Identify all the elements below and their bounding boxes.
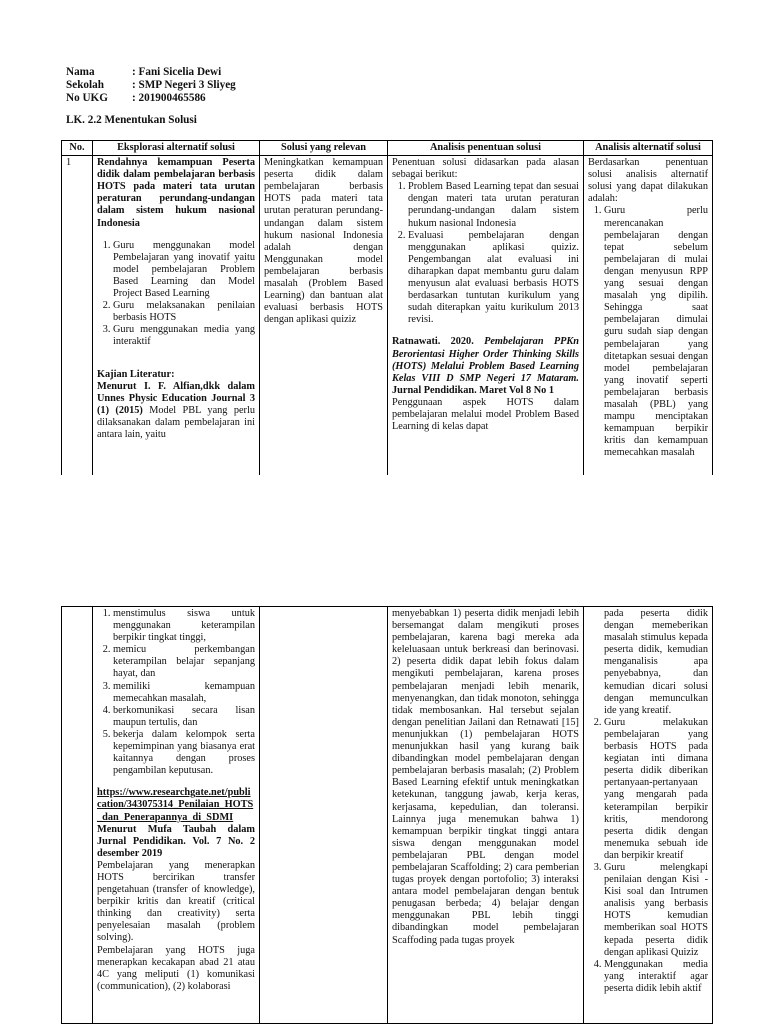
list-item: 2. Guru melaksanakan penilaian berbasis HOTS [113,300,255,324]
nama-label: Nama [66,66,95,78]
row-number: 1 [62,156,93,477]
table-row [62,607,713,1024]
solution-table-continued [61,606,713,1024]
analisis-cell [388,156,584,477]
eksplorasi-cell [93,156,260,477]
row-number-empty [62,607,93,1024]
ref-author: Ratnawati. 2020. [392,336,485,348]
col-analisis-alternatif: Analisis alternatif solusi [584,141,713,156]
kajian-ref: Menurut I. F. Alfian,dkk dalam Unnes Physic Education Journal 3 (1) (2015) [97,380,255,416]
problem-heading: Rendahnya kemampuan Peserta didik dalam pembelajaran berbasis HOTS pada materi tata urutan peraturan perundang-undangan dalam sistem hukum nasional Indonesia [97,157,255,229]
kajian-heading: Kajian Literatur: [97,368,175,380]
col-eksplorasi: Eksplorasi alternatif solusi [93,141,260,156]
list-item: 1. Guru perlu merencanakan pembelajaran dengan tepat sebelum pembelajaran di mulai dengan menyusun RPP yang sesuai dengan masalah yng dipilih. Sehingga saat pembelajaran dimulai guru sudah siap dengan pembelajaran yang ditetapkan sesuai dengan model pembelajaran yang inovatif seperti pembelajaran berbasis masalah (PBL) yang mampu menciptakan kemampuan berpikir kritis dan kemampuan memecahkan masalah [604,205,708,459]
reference-link[interactable]: https://www.researchgate.net/publication/343075314_Penilaian_HOTS_dan_Penerapannya_di_SDMI [97,787,254,823]
list-item: 5. bekerja dalam kelompok serta kepemimpinan yang biasanya erat kaitannya dengan proses pengambilan keputusan. [113,729,255,777]
identity-header [66,66,236,105]
analisis-list [392,181,579,326]
list-item: 3. memiliki kemampuan memecahkan masalah, [113,681,255,705]
alternatif-cell [584,607,713,1024]
lk-title: LK. 2.2 Menentukan Solusi [66,114,197,126]
reference-text: Menurut Mufa Taubah dalam Jurnal Pendidikan. Vol. 7 No. 2 desember 2019 [97,823,255,859]
paragraph: Pembelajaran yang HOTS juga menerapkan kecakapan abad 21 atau 4C yang meliputi (1) komunikasi (communication), (2) kolaborasi [97,944,255,992]
alternatif-continued: pada peserta didik dengan memeberikan masalah stimulus kepada peserta didik, kemudian menganalisis apa penyebabnya, dan kemudian dicari solusi dengan memunculkan ide yang kreatif. [604,608,708,716]
kajian-text: Model PBL yang perlu dilaksanakan dalam pembelajaran ini antara lain, yaitu [97,404,255,440]
paragraph: Pembelajaran yang menerapkan HOTS bercirikan transfer pengetahuan (transfer of knowledge), berpikir kritis dan kreatif (critical thinking dan creativity) serta penyelesaian masalah (problem solving). [97,859,255,944]
list-item: 1. Guru menggunakan model Pembelajaran yang inovatif yaitu model pembelajaran Problem Based Learning dan Model Project Based Learning [113,240,255,300]
page-gap [0,475,768,605]
eksplorasi-list [97,240,255,349]
alternatif-intro: Berdasarkan penentuan solusi analisis alternatif solusi yang dapat dilakukan adalah: [588,157,708,205]
col-analisis-penentuan: Analisis penentuan solusi [388,141,584,156]
list-item: 3. Guru menggunakan media yang interaktif [113,324,255,348]
ref-title: Pembelajaran PPKn Berorientasi Higher Order Thinking Skills (HOTS) Melalui Problem Based Learning Kelas VIII D SMP Negeri 17 Mataram. [392,336,579,384]
list-item: 3. Guru melengkapi penilaian dengan Kisi - Kisi soal dan Intrumen analisis yang berbasis HOTS kemudian memberikan soal HOTS kepada peserta didik dengan aplikasi Quiziz [604,862,708,959]
list-item: 2. memicu perkembangan keterampilan belajar sepanjang hayat, dan [113,644,255,680]
nama-value: : Fani Sicelia Dewi [132,66,222,78]
ref-journal: Jurnal Pendidikan. Maret Vol 8 No 1 [392,384,555,396]
ukg-label: No UKG [66,92,108,104]
pbl-list [97,608,255,777]
alternatif-list [588,205,708,459]
list-item: 4. Menggunakan media yang interaktif agar peserta didik lebih aktif [604,959,708,995]
ukg-value: : 201900465586 [132,92,206,104]
list-item: 2. Evaluasi pembelajaran dengan menggunakan aplikasi quiziz. Pengembangan alat evaluasi ini diharapkan dapat membantu guru dalam menyusun alat evaluasi berbasis HOTS berdasarkan tuntutan kurikulum yang sudah diterapkan yaitu kurikulum 2013 revisi. [408,230,579,327]
table-row [62,156,713,477]
list-item: 2. Guru melakukan pembelajaran yang berbasis HOTS pada kegiatan inti dimana peserta didik diberikan pertanyaan-pertanyaan yang mengarah pada keterampilan berpikir kritis, mendorong peserta didik dengan menemuka sebuah ide dan berpikir kreatif [604,717,708,862]
eksplorasi-cell [93,607,260,1024]
alternatif-list [588,717,708,995]
alternatif-cell [584,156,713,477]
list-item: 1. Problem Based Learning tepat dan sesuai dengan materi tata urutan peraturan perundang-undangan dalam sistem hukum nasional Indonesia [408,181,579,229]
sekolah-value: : SMP Negeri 3 Sliyeg [132,79,236,91]
solusi-cell: Meningkatkan kemampuan peserta didik dalam pembelajaran berbasis HOTS pada materi tata urutan peraturan perundang-undangan dalam sistem hukum nasional Indonesia adalah dengan Menggunakan model pembelajaran berbasis masalah (Problem Based Learning) dan bantuan alat evaluasi berbasis HOTS dengan aplikasi quiziz [260,156,388,477]
col-solusi: Solusi yang relevan [260,141,388,156]
list-item: 4. berkomunikasi secara lisan maupun tertulis, dan [113,705,255,729]
analisis-cell: menyebabkan 1) peserta didik menjadi lebih bersemangat dalam mengikuti proses pembelajaran, karena bagi mereka ada keleluasaan untuk berkreasi dan berinovasi. 2) peserta didik dapat lebih fokus dalam mengikuti pembelajaran, karena proses pembelajaran menjadi lebih menarik, menyenangkan, dan tidak monoton, sehingga tidak membosankan. Hal tersebut sejalan dengan penelitian Jailani dan Retnawati [15] menunjukkan (1) pembelajaran HOTS menunjukkan hasil yang kurang baik dibandingkan model pembelajaran dengan pembelajaran berbasis masalah; (2) Problem Based Learning efektif untuk meningkatkan ketekunan, tanggung jawab, kerja keras, kerjasama, kepedulian, dan toleransi. Lainnya juga menemukan bahwa 1) kemampuan berpikir tingkat tinggi antara siswa dengan menggunakan model pembelajaran PBL dengan model pembelajaran Scaffolding; 2) cara pemberian tugas proyek dengan portofolio; 3) interaksi antara model pembelajaran dengan bentuk penugasan berbeda; 4) belajar dengan menggunakan PBL lebih tinggi dibandingkan model pembelajaran Scaffoding pada tugas proyek [388,607,584,1024]
sekolah-label: Sekolah [66,79,104,91]
solution-table [61,140,713,477]
analisis-text: Penggunaan aspek HOTS dalam pembelajaran melalui model Problem Based Learning di kelas dapat [392,396,579,433]
document-page-1 [0,0,768,475]
col-no: No. [62,141,93,156]
table-header-row [62,141,713,156]
solusi-cell-empty [260,607,388,1024]
analisis-intro: Penentuan solusi didasarkan pada alasan sebagai berikut: [392,157,579,181]
list-item: 1. menstimulus siswa untuk menggunakan keterampilan berpikir tingkat tinggi, [113,608,255,644]
